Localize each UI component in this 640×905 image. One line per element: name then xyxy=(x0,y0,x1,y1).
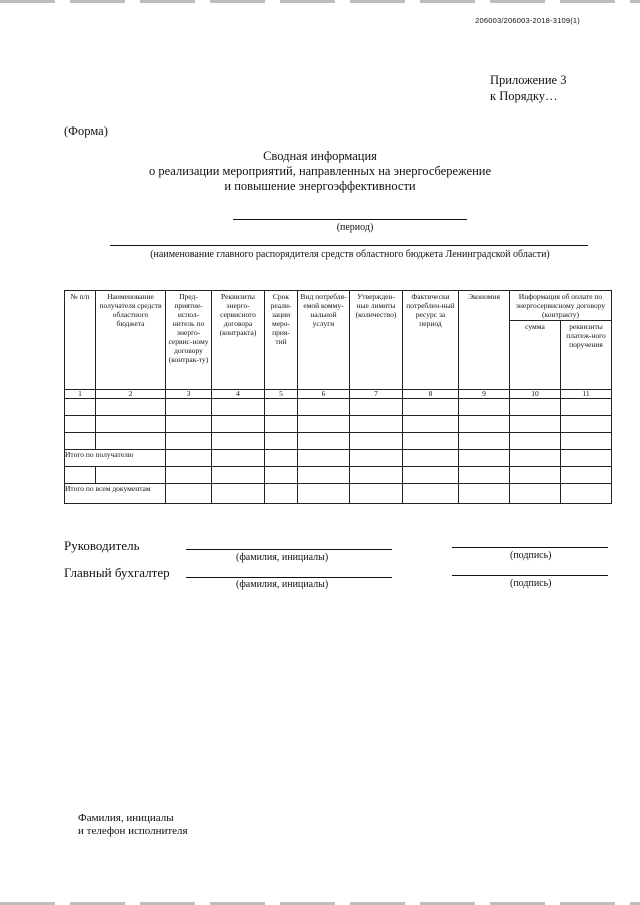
total-recipient-label: Итого по получателю xyxy=(65,450,166,467)
title-line-1: Сводная информация xyxy=(263,149,377,163)
col-header-approved-limits: Утвержден-ные лимиты (количество) xyxy=(350,291,403,390)
col-header-period: Срок реали-зации меро-прия-тий xyxy=(265,291,298,390)
title-line-2: о реализации мероприятий, направленных на энергосбережение xyxy=(148,164,492,178)
col-header-payment-order: реквизиты платеж-ного поручения xyxy=(561,321,612,390)
col-header-amount: сумма xyxy=(510,321,561,390)
head-sign-line xyxy=(452,547,608,548)
contact-line-2: и телефон исполнителя xyxy=(78,825,188,837)
title-line-3: и повышение энергоэффективности xyxy=(224,179,416,193)
org-caption: (наименование главного распорядителя средств областного бюджета Ленинградской области) xyxy=(150,249,550,260)
column-number: 8 xyxy=(403,390,459,399)
column-number-row xyxy=(65,390,612,399)
period-caption: (период) xyxy=(336,222,374,233)
document-title xyxy=(0,149,640,194)
accountant-label: Главный бухгалтер xyxy=(64,565,170,580)
col-header-utility-type: Вид потребля-емой комму-нальной услуги xyxy=(298,291,350,390)
table-row xyxy=(65,399,612,416)
appendix-line-2: к Порядку… xyxy=(490,89,558,103)
accountant-name-line xyxy=(186,577,392,578)
column-number: 6 xyxy=(298,390,350,399)
accountant-name-caption: (фамилия, инициалы) xyxy=(236,579,329,590)
table-header-row xyxy=(65,291,612,321)
column-number: 2 xyxy=(96,390,166,399)
column-number: 10 xyxy=(510,390,561,399)
head-name-line xyxy=(186,549,392,550)
accountant-sign-caption: (подпись) xyxy=(510,578,552,589)
column-number: 11 xyxy=(561,390,612,399)
head-name-caption: (фамилия, инициалы) xyxy=(236,552,329,563)
col-header-contractor: Пред-приятие-испол-нитель по энерго-сервис-ному договору (контрак-ту) xyxy=(166,291,212,390)
column-number: 1 xyxy=(65,390,96,399)
total-all-row xyxy=(65,484,612,504)
document-id: 206003/206003-2018-3109(1) xyxy=(475,16,580,25)
col-header-actual-consumption: Фактически потреблен-ный ресурс за период xyxy=(403,291,459,390)
accountant-sign-line xyxy=(452,575,608,576)
head-label: Руководитель xyxy=(64,538,140,553)
col-header-payment-group: Информация об оплате по энергосервисному договору (контракту) xyxy=(510,291,612,321)
column-number: 9 xyxy=(459,390,510,399)
table-row xyxy=(65,416,612,433)
contact-info xyxy=(78,812,188,838)
org-blank-line xyxy=(110,245,588,246)
col-header-savings: Экономия xyxy=(459,291,510,390)
appendix-line-1: Приложение 3 xyxy=(490,73,567,87)
table-row xyxy=(65,467,612,484)
column-number: 3 xyxy=(166,390,212,399)
total-all-label: Итого по всем документам xyxy=(65,484,166,504)
column-number: 5 xyxy=(265,390,298,399)
form-label: (Форма) xyxy=(64,124,108,138)
head-sign-caption: (подпись) xyxy=(510,550,552,561)
col-header-number: № п/п xyxy=(65,291,96,390)
col-header-recipient: Наименование получателя средств областного бюджета xyxy=(96,291,166,390)
table-row xyxy=(65,433,612,450)
scan-top-edge xyxy=(0,0,640,3)
col-header-contract-details: Реквизиты энерго-сервисного договора (контракта) xyxy=(212,291,265,390)
column-number: 4 xyxy=(212,390,265,399)
total-recipient-row xyxy=(65,450,612,467)
contact-line-1: Фамилия, инициалы xyxy=(78,812,174,824)
summary-table xyxy=(64,290,612,504)
period-blank-line xyxy=(233,219,467,220)
appendix-reference xyxy=(490,72,566,104)
column-number: 7 xyxy=(350,390,403,399)
